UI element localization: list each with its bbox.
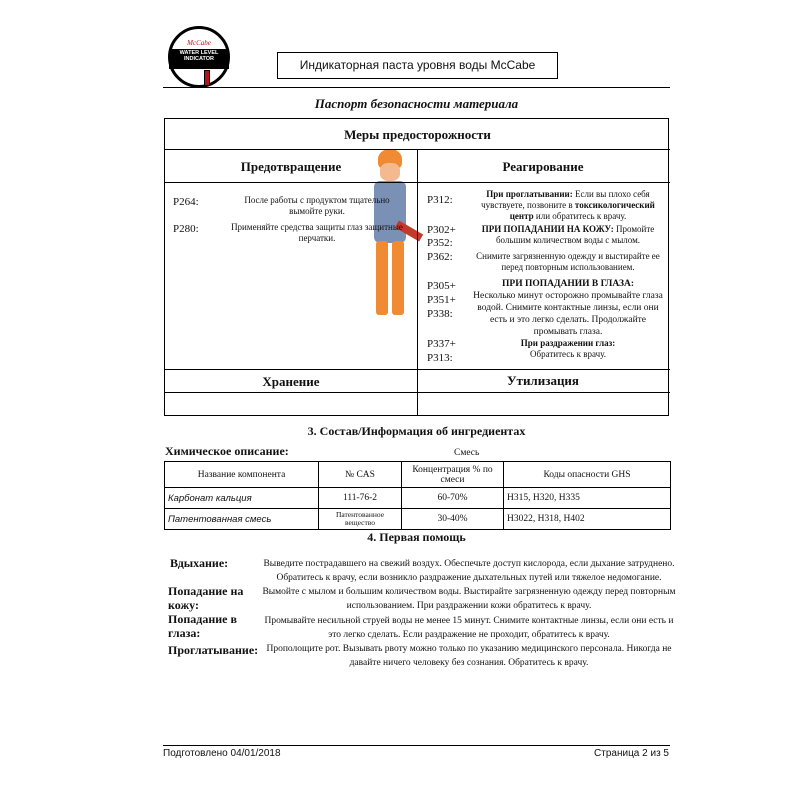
- table-cell: H3022, H318, H402: [504, 509, 671, 530]
- prevention-text: После работы с продуктом тщательно вымойте руки.: [244, 195, 390, 216]
- response-skin-text: ПРИ ПОПАДАНИИ НА КОЖУ: Промойте большим количеством воды с мылом.: [481, 224, 655, 245]
- chem-description-value: Смесь: [454, 448, 480, 458]
- response-code: P337+: [427, 338, 456, 350]
- response-code: P302+: [427, 224, 456, 236]
- product-title: Индикаторная паста уровня воды McCabe: [277, 52, 558, 79]
- table-cell: Карбонат кальция: [165, 488, 319, 509]
- first-aid-text: Промывайте несильной струей воды не менее 15 минут. Снимите контактные линзы, если они есть и это легко сделать. Если раздражение не проходит, обратитесь к врачу.: [264, 616, 674, 640]
- response-code: P338:: [427, 308, 453, 320]
- prevention-heading: Предотвращение: [240, 159, 342, 174]
- first-aid-text: Прополощите рот. Вызывать рвоту можно только по указанию медицинского персонала. Никогда не давайте ничего человеку без сознания. Обратитесь к врачу.: [266, 644, 672, 668]
- storage-heading: Хранение: [262, 374, 320, 389]
- response-clothing-text: Снимите загрязненную одежду и выстирайте ее перед повторным использованием.: [476, 251, 660, 272]
- table-row: [165, 509, 671, 530]
- header-divider: [163, 87, 670, 88]
- table-cell: Патентованная смесь: [165, 509, 319, 530]
- response-ingestion-text: При проглатывании: Если вы плохо себя чувствуете, позвоните в токсикологический центр или обратитесь к врачу.: [481, 189, 655, 221]
- precautions-table: [164, 118, 669, 416]
- prevention-code: P280:: [173, 223, 199, 235]
- response-code: P305+: [427, 280, 456, 292]
- column-header: № CAS: [319, 462, 402, 488]
- first-aid-label: Вдыхание:: [170, 556, 229, 570]
- table-cell: 30-40%: [402, 509, 504, 530]
- column-header: Название компонента: [165, 462, 319, 488]
- response-code: P351+: [427, 294, 456, 306]
- response-code: P312:: [427, 194, 453, 206]
- table-cell: 111-76-2: [319, 488, 402, 509]
- disposal-heading: Утилизация: [507, 373, 579, 388]
- first-aid-text: Выведите пострадавшего на свежий воздух. Обеспечьте доступ кислорода, если дыхание затруднено. Обратитесь к врачу, если возникло раздражение дыхательных путей или тяжелое недомогание.: [263, 559, 675, 583]
- mccabe-logo: [168, 26, 230, 88]
- response-eyes-text: ПРИ ПОПАДАНИИ В ГЛАЗА: Несколько минут осторожно промывайте глаза водой. Снимите контактные линзы, если они есть и это легко сделать. Продолжайте промывать глаза.: [473, 279, 663, 337]
- first-aid-text: Вымойте с мылом и большим количеством воды. Выстирайте загрязненную одежду перед повторным использованием. При раздражении кожи обратитесь к врачу.: [262, 587, 676, 611]
- response-code: P313:: [427, 352, 453, 364]
- response-eye-irritation-text: При раздражении глаз: Обратитесь к врачу.: [520, 338, 616, 359]
- table-cell: H315, H320, H335: [504, 488, 671, 509]
- prevention-code: P264:: [173, 196, 199, 208]
- logo-script-text: McCabe: [187, 39, 211, 47]
- response-code: P362:: [427, 251, 453, 263]
- table-row: [165, 488, 671, 509]
- table-cell: 60-70%: [402, 488, 504, 509]
- first-aid-label: Попадание на кожу:: [168, 584, 244, 612]
- table-header-row: [165, 462, 671, 488]
- response-code: P352:: [427, 237, 453, 249]
- response-heading: Реагирование: [502, 159, 584, 174]
- prevention-text: Применяйте средства защиты глаз защитные перчатки.: [231, 222, 403, 243]
- first-aid-label: Проглатывание:: [168, 643, 259, 657]
- page-number: Страница 2 из 5: [594, 748, 669, 759]
- first-aid-label: Попадание в глаза:: [168, 612, 237, 640]
- column-header: Концентрация % по смеси: [402, 462, 504, 488]
- sds-title: Паспорт безопасности материала: [314, 96, 519, 111]
- logo-band-text: WATER LEVEL INDICATOR: [169, 49, 229, 69]
- footer-divider: [163, 745, 670, 746]
- section4-title: 4. Первая помощь: [367, 530, 466, 544]
- logo-tube-icon: [204, 70, 210, 86]
- prepared-date: Подготовлено 04/01/2018: [163, 748, 281, 759]
- table-cell: Патентованное вещество: [319, 509, 402, 530]
- precautions-heading: Меры предосторожности: [344, 127, 491, 142]
- composition-table: [164, 461, 671, 530]
- chem-description-label: Химическое описание:: [165, 444, 289, 458]
- column-header: Коды опасности GHS: [504, 462, 671, 488]
- section3-title: 3. Состав/Информация об ингредиентах: [307, 424, 526, 438]
